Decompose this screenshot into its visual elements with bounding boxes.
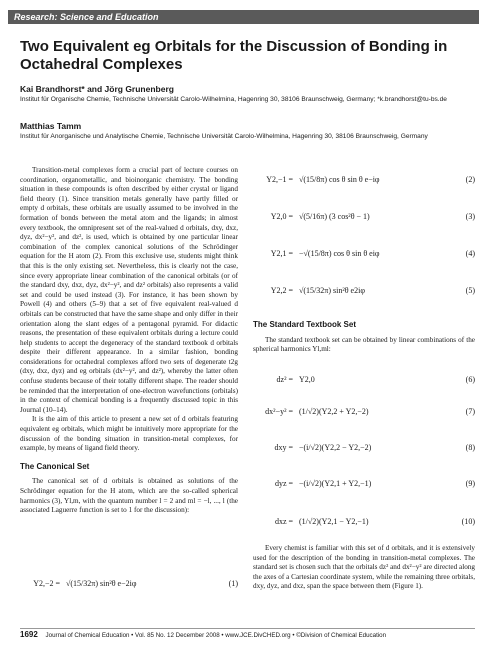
equation-number: (3) <box>465 211 475 221</box>
equation-rhs: Y2,0 <box>299 374 315 384</box>
equation-rhs: (1/√2)(Y2,1 − Y2,−1) <box>299 516 369 526</box>
equation-rhs: √(15/32π) sin²θ e2iφ <box>299 285 365 295</box>
equation-number: (4) <box>465 248 475 258</box>
equation-lhs: dyz = <box>274 478 293 488</box>
equation-lhs: dxz = <box>274 516 293 526</box>
equation-7 <box>253 398 475 424</box>
article-title: Two Equivalent eg Orbitals for the Discussion of Bonding in Octahedral Complexes <box>20 38 448 73</box>
heading-standard-textbook-set: The Standard Textbook Set <box>253 320 356 329</box>
equation-number: (6) <box>465 374 475 384</box>
page-number: 1692 <box>20 630 38 639</box>
equation-rhs: −√(15/8π) cos θ sin θ eiφ <box>299 248 380 258</box>
equation-number: (10) <box>461 516 475 526</box>
equation-lhs: dxy = <box>274 442 293 452</box>
paragraph-canonical: The canonical set of d orbitals is obtained as solutions of the Schrödinger equation for the H atom, which are the so-called spherical harmonics (3), Yl,m, with the quantum number l = 2 and ml = −l, ..., l (the associated Laguerre function is set to 1 for the discussion): <box>20 477 238 515</box>
equation-rhs: √(15/8π) cos θ sin θ e−iφ <box>299 174 380 184</box>
equation-number: (1) <box>228 578 238 588</box>
right-column-closing <box>253 544 475 592</box>
equation-rhs: (1/√2)(Y2,2 + Y2,−2) <box>299 406 369 416</box>
equation-rhs: −(i/√2)(Y2,1 + Y2,−1) <box>299 478 372 488</box>
equation-lhs: dz² = <box>276 374 293 384</box>
paragraph-intro: Transition-metal complexes form a crucial part of lecture courses on coordination, organometallic, and bioinorganic chemistry. The bonding situation in these compounds is often described by either crystal or ligand field theory (1). Since transition metals generally have partly filled or empty d orbitals, these orbitals are usually assumed to be involved in the formation of bonds between the metal atom and the ligands; in almost every textbook, the omnipresent set of the real-valued d orbitals, dxy, dxz, dyz, dx²−y², and dz², is used, which is obtained by one particular linear combination of the complex canonical solutions of the Schrödinger equation for the H atom (2). From this exclusive use, students might think that this is the only existing set. Nevertheless, this is clearly not the case, since every appropriate linear combination of the canonical orbitals (or of the standard dxy, dxz, dyz, dx²−y², and dz² orbitals) also represents a valid set and could be used instead (3). For instance, it has been shown by Powell (4) and others (5–9) that a set of five equivalent real-valued d orbitals can be constructed that have the same shape and only differ in their orientation along the slant edges of a pentagonal pyramid. For didactic reasons, the presentation of these equivalent orbitals during a lecture could help students to accept the degeneracy of the standard textbook d orbitals despite their different appearance. In a similar fashion, bonding considerations for octahedral complexes afford two sets of degenerate t2g (dxy, dxz, dyz) and eg orbitals (dx²−y², and dz²), whereby the latter often confuse students because of their totally different shape. The reader should be reminded that the interpretation of one-electron wavefunctions (orbitals) in the context of chemical bonding is a frequently discussed topic in this Journal (10–14). <box>20 166 238 414</box>
equation-lhs: Y2,−1 = <box>266 174 293 184</box>
equation-lhs: Y2,1 = <box>270 248 293 258</box>
section-bar: Research: Science and Education <box>8 10 479 24</box>
equation-lhs: dx²−y² = <box>265 406 293 416</box>
equation-number: (8) <box>465 442 475 452</box>
equation-rhs: √(15/32π) sin²θ e−2iφ <box>66 578 137 588</box>
paragraph-textbook: The standard textbook set can be obtained by linear combinations of the spherical harmonics Yl,ml: <box>253 335 475 354</box>
equation-number: (2) <box>465 174 475 184</box>
left-column <box>20 166 238 516</box>
equation-4 <box>253 240 475 266</box>
heading-canonical-set: The Canonical Set <box>20 461 90 471</box>
equation-number: (7) <box>465 406 475 416</box>
paragraph-aim: It is the aim of this article to present a new set of d orbitals featuring equivalent eg orbitals, which might be intuitively more appropriate for the discussion of the bonding situation in transition-metal complexes, for example, by means of ligand field theory. <box>20 415 238 453</box>
equation-1 <box>20 570 238 596</box>
equation-9 <box>253 470 475 496</box>
journal-info: Journal of Chemical Education • Vol. 85 No. 12 December 2008 • www.JCE.DivCHED.org • ©Division of Chemical Education <box>45 632 387 639</box>
equation-2 <box>253 166 475 192</box>
equation-lhs: Y2,0 = <box>270 211 293 221</box>
equation-number: (9) <box>465 478 475 488</box>
equation-lhs: Y2,2 = <box>270 285 293 295</box>
equation-number: (5) <box>465 285 475 295</box>
right-column-textbook <box>253 312 475 355</box>
page-footer <box>20 628 475 641</box>
equation-rhs: √(5/16π) (3 cos²θ − 1) <box>299 211 370 221</box>
authors-group-2: Matthias Tamm <box>20 121 82 131</box>
paragraph-standard-set: Every chemist is familiar with this set of d orbitals, and it is extensively used for the description of the bonding in transition-metal complexes. The standard set is chosen such that the orbitals dz² and dx²−y² are directed along the axes of a Cartesian coordinate system, while the remaining three orbitals, dxy, dyz, and dxz, span the space between them (Figure 1). <box>253 544 475 591</box>
equation-6 <box>253 366 475 392</box>
equation-5 <box>253 277 475 303</box>
equation-lhs: Y2,−2 = <box>33 578 60 588</box>
equation-10 <box>253 508 475 534</box>
equation-8 <box>253 434 475 460</box>
authors-group-1: Kai Brandhorst* and Jörg Grunenberg <box>20 84 174 94</box>
affiliation-1: Institut für Organische Chemie, Technische Universität Carolo-Wilhelmina, Hagenring 30, 38106 Braunschweig, Germany; *k.brandhorst@tu-bs.de <box>20 96 447 103</box>
equation-3 <box>253 203 475 229</box>
affiliation-2: Institut für Anorganische und Analytische Chemie, Technische Universität Carolo-Wilhelmina, Hagenring 30, 38106 Braunschweig, Germany <box>20 133 428 140</box>
equation-rhs: −(i/√2)(Y2,2 − Y2,−2) <box>299 442 372 452</box>
